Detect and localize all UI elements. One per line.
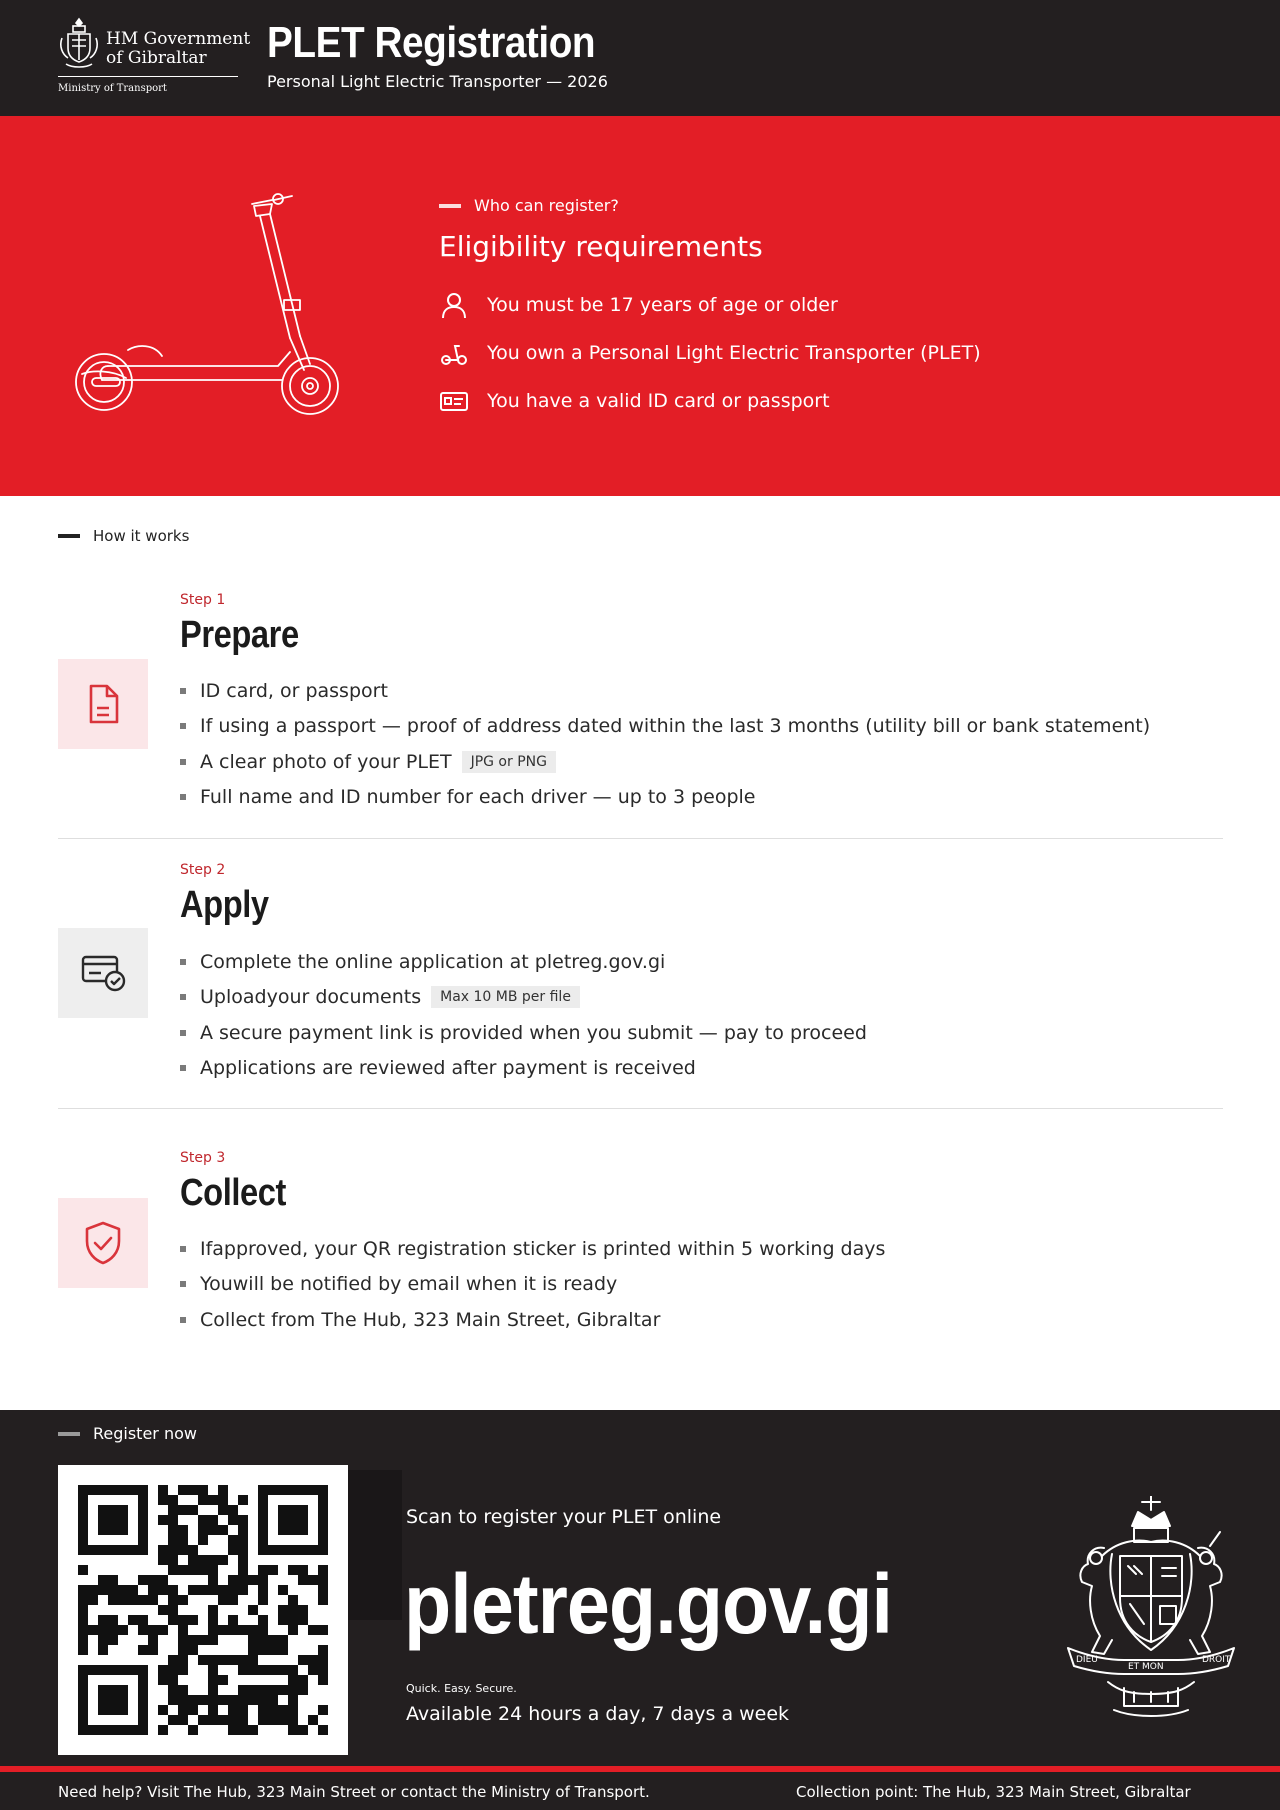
help-prefix: Need help? Visit (58, 1783, 184, 1801)
page-subtitle: Personal Light Electric Transporter — 2026 (267, 72, 608, 91)
scan-instruction: Scan to register your PLET online (406, 1506, 722, 1528)
scooter-illustration (68, 188, 348, 438)
list-item (180, 673, 1150, 709)
list-item (180, 944, 867, 980)
page-title: PLET Registration (267, 18, 596, 67)
government-name-line2: of Gibraltar (106, 48, 207, 68)
step-icon-tile (58, 928, 148, 1018)
list-item (180, 1231, 885, 1267)
footer-accent-line (0, 1766, 1280, 1772)
list-item-text: A secure payment link is provided when you submit — pay to proceed (200, 1021, 867, 1044)
bullet (180, 1065, 186, 1071)
list-item-text: Uploadyour documents (200, 986, 422, 1009)
register-eyebrow (58, 1424, 197, 1443)
id-card-icon (439, 386, 469, 416)
list-item-text: Ifapproved, your QR registration sticker is printed within 5 working days (200, 1237, 886, 1260)
eligibility-item (439, 290, 838, 320)
how-it-works-eyebrow-text: How it works (93, 527, 190, 545)
how-it-works-eyebrow (58, 527, 189, 545)
eligibility-eyebrow (439, 196, 619, 215)
step-label: Step 3 (180, 1150, 226, 1166)
eligibility-item-text: You own a Personal Light Electric Transporter (PLET) (487, 342, 981, 364)
bullet (180, 1030, 186, 1036)
step-label: Step 1 (180, 592, 226, 608)
gibraltar-crest-icon (58, 16, 100, 72)
list-item (180, 709, 1150, 745)
page-header (0, 0, 1280, 116)
svg-text:DROIT: DROIT (1202, 1655, 1231, 1665)
step-title: Apply (180, 884, 269, 926)
collection-point (796, 1783, 1191, 1801)
qr-shadow (340, 1470, 402, 1620)
bullet (180, 688, 186, 694)
register-eyebrow-text: Register now (93, 1424, 197, 1443)
eligibility-item (439, 338, 981, 368)
step-icon-tile (58, 659, 148, 749)
step-title: Prepare (180, 614, 299, 656)
document-icon (83, 682, 123, 726)
list-item-text: Applications are reviewed after payment is received (200, 1057, 696, 1080)
list-item (180, 1051, 867, 1087)
bullet (180, 759, 186, 765)
list-item-text: A clear photo of your PLET (200, 750, 452, 773)
bullet (180, 794, 186, 800)
shield-check-icon (81, 1219, 125, 1267)
eligibility-item-text: You have a valid ID card or passport (487, 390, 830, 412)
bullet (180, 994, 186, 1000)
person-icon (439, 290, 469, 320)
step-divider (58, 838, 1223, 839)
list-item (180, 1015, 867, 1051)
list-item (180, 1267, 885, 1303)
step-divider (58, 1108, 1223, 1109)
list-item (180, 980, 867, 1016)
help-text (58, 1783, 650, 1801)
eyebrow-dash (58, 1432, 80, 1436)
step-list (180, 1231, 885, 1338)
eligibility-item-text: You must be 17 years of age or older (487, 294, 838, 316)
file-size-tag: Max 10 MB per file (431, 986, 580, 1008)
header-rule (58, 76, 238, 77)
bullet (180, 1317, 186, 1323)
list-item-text: Youwill be notified by email when it is ready (200, 1273, 618, 1296)
svg-text:DIEU: DIEU (1076, 1655, 1098, 1665)
scooter-icon (439, 338, 469, 368)
eligibility-title: Eligibility requirements (439, 230, 763, 263)
bullet (180, 1281, 186, 1287)
bullet (180, 723, 186, 729)
government-name-line1: HM Government (106, 29, 251, 49)
availability-text: Available 24 hours a day, 7 days a week (406, 1703, 790, 1725)
svg-text:ET MON: ET MON (1128, 1662, 1164, 1672)
royal-coat-of-arms-icon (1062, 1496, 1240, 1722)
ministry-name: Ministry of Transport (58, 83, 167, 94)
collection-label: Collection point: (796, 1783, 924, 1801)
list-item-text: Complete the online application at pletreg.gov.gi (200, 950, 666, 973)
file-type-tag: JPG or PNG (462, 751, 556, 773)
card-check-icon (79, 951, 127, 995)
step-list (180, 673, 1150, 815)
list-item-text: ID card, or passport (200, 679, 388, 702)
step-label: Step 2 (180, 862, 226, 878)
eyebrow-dash (439, 204, 461, 208)
list-item (180, 780, 1150, 816)
tagline: Quick. Easy. Secure. (406, 1682, 517, 1695)
step-list (180, 944, 867, 1086)
government-name (106, 30, 250, 68)
eligibility-item (439, 386, 830, 416)
eyebrow-dash (58, 534, 80, 538)
bullet (180, 959, 186, 965)
bullet (180, 1246, 186, 1252)
list-item (180, 744, 1150, 780)
eligibility-eyebrow-text: Who can register? (474, 196, 619, 215)
step-title: Collect (180, 1172, 286, 1214)
registration-url[interactable]: pletreg.gov.gi (404, 1557, 893, 1651)
qr-code[interactable] (58, 1465, 348, 1755)
help-suffix: or contact the Ministry of Transport. (375, 1783, 650, 1801)
list-item-text: If using a passport — proof of address dated within the last 3 months (utility bill or bank statement) (200, 715, 1151, 738)
step-icon-tile (58, 1198, 148, 1288)
list-item-text: Full name and ID number for each driver — up to 3 people (200, 786, 756, 809)
help-location: The Hub, 323 Main Street (183, 1783, 376, 1801)
list-item (180, 1302, 885, 1338)
list-item-text: Collect from The Hub, 323 Main Street, Gibraltar (200, 1308, 661, 1331)
collection-location: The Hub, 323 Main Street, Gibraltar (923, 1783, 1191, 1801)
